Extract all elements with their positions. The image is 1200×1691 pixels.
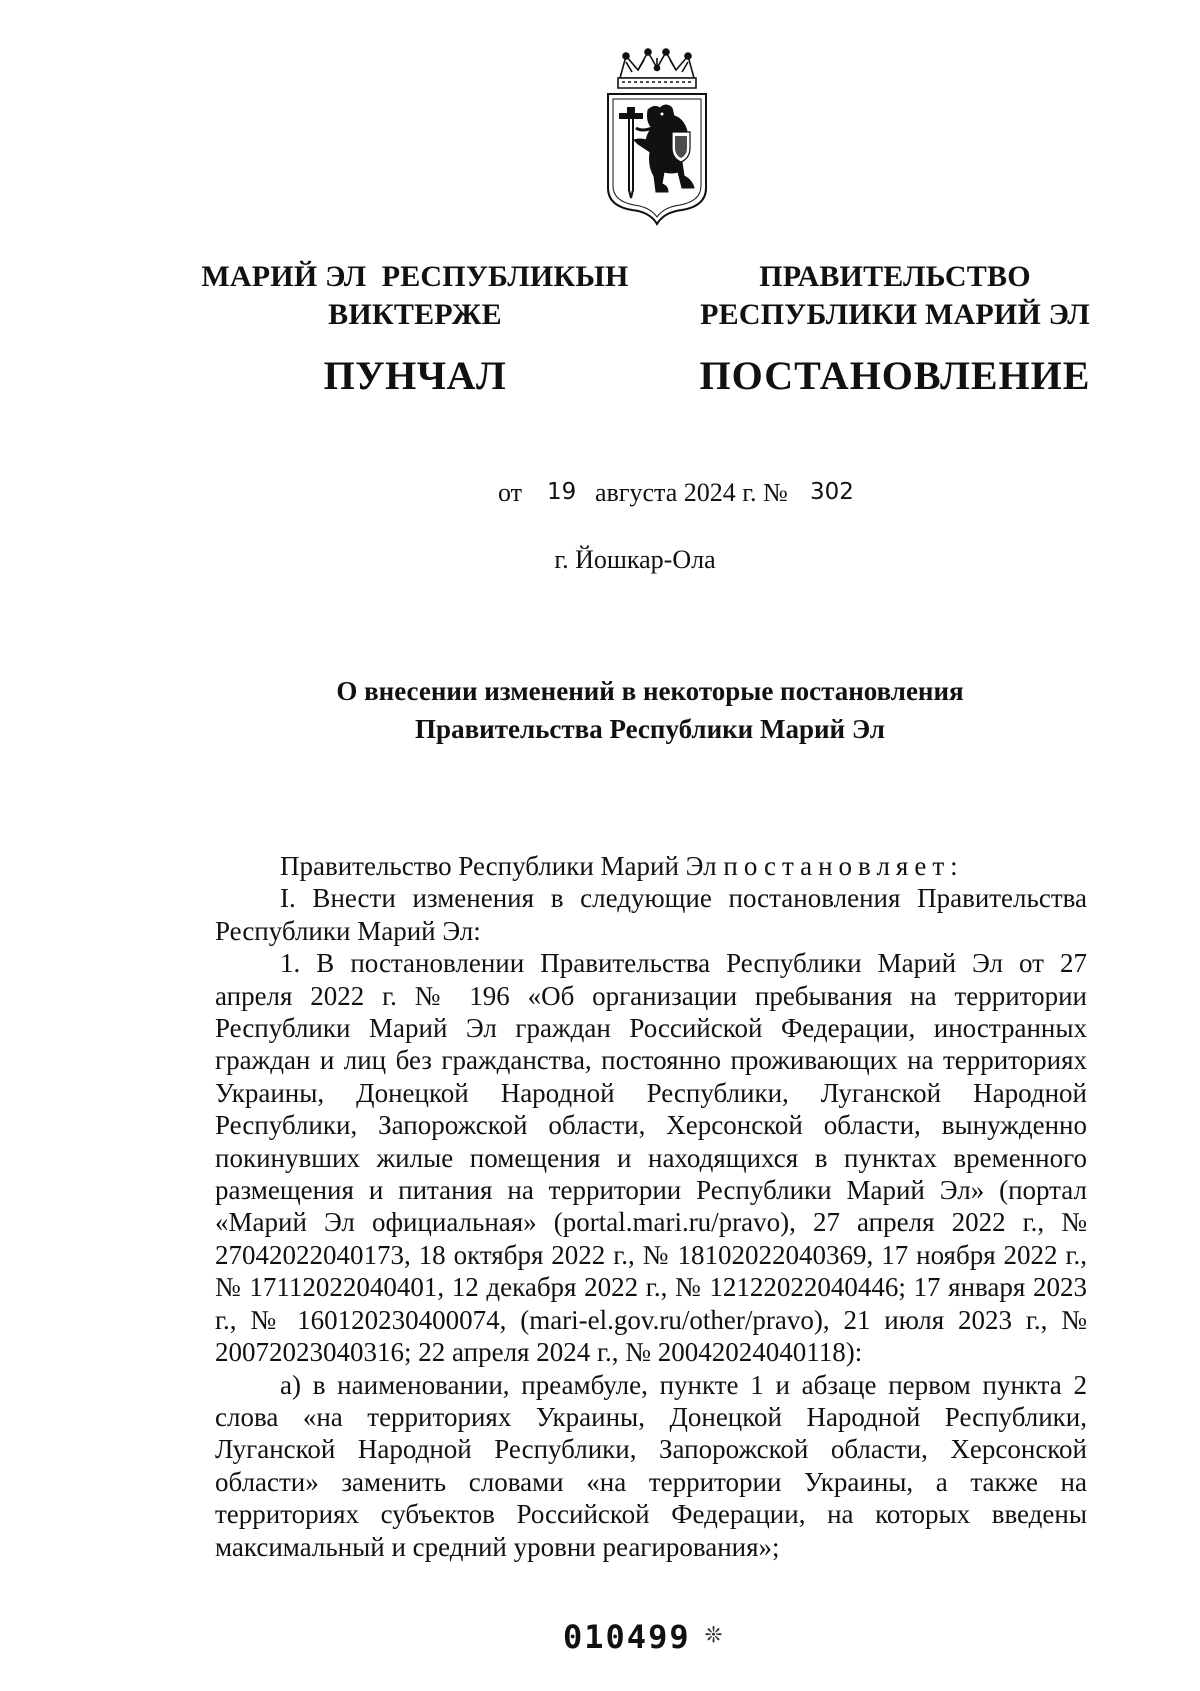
title-line-1: О внесении изменений в некоторые постановления	[336, 676, 964, 706]
date-prefix: от	[498, 478, 523, 507]
header-right-russian	[690, 258, 1100, 400]
doc-type-russian: ПОСТАНОВЛЕНИЕ	[699, 353, 1091, 398]
document-body	[215, 850, 1087, 1563]
date-day: 19	[547, 479, 577, 505]
date-month-year: августа 2024 г. №	[595, 478, 788, 507]
coat-of-arms-icon	[602, 48, 712, 226]
paragraph-subitem-a: а) в наименовании, преамбуле, пункте 1 и абзаце первом пункта 2 слова «на территориях Украины, Донецкой Народной Республики, Луганской Народной Республики, Запорожской области, Херсонской области» заменить словами «на территории Украины, а также на территориях субъектов Российской Федерации, на которых введены максимальный и средний уровни реагирования»;	[215, 1369, 1087, 1562]
doc-type-mari: ПУНЧАЛ	[323, 353, 507, 398]
paragraph-section-1: I. Внести изменения в следующие постановления Правительства Республики Марий Эл:	[215, 883, 1087, 946]
org-name-mari-line2: ВИКТЕРЖЕ	[328, 298, 502, 331]
sparkle-mark-icon: ❊	[705, 1616, 724, 1649]
intro-lead: Правительство Республики Марий Эл	[280, 851, 724, 881]
intro-paragraph	[215, 850, 1087, 882]
intro-resolves: постановляет:	[723, 851, 964, 881]
org-name-russian-line1: ПРАВИТЕЛЬСТВО	[759, 260, 1031, 293]
org-name-russian-line2: РЕСПУБЛИКИ МАРИЙ ЭЛ	[700, 298, 1090, 331]
org-name-mari-line1: МАРИЙ ЭЛ РЕСПУБЛИКЫН	[201, 260, 629, 293]
document-title	[200, 672, 1100, 748]
header-left-mari	[200, 258, 630, 400]
city-name: г. Йошкар-Ола	[554, 545, 716, 574]
paragraph-item-1: 1. В постановлении Правительства Республики Марий Эл от 27 апреля 2022 г. № 196 «Об организации пребывания на территории Республики Марий Эл граждан Российской Федерации, иностранных граждан и лиц без гражданства, постоянно проживающих на территориях Украины, Донецкой Народной Республики, Луганской Народной Республики, Запорожской области, Херсонской области, вынужденно покинувших жилые помещения и находящихся в пунктах временного размещения и питания на территории Республики Марий Эл» (портал «Марий Эл официальная» (portal.mari.ru/pravo), 27 апреля 2022 г., № 27042022040173, 18 октября 2022 г., № 18102022040369, 17 ноября 2022 г., № 17112022040401, 12 декабря 2022 г., № 12122022040446; 17 января 2023 г., № 160120230400074, (mari-el.gov.ru/other/pravo), 21 июля 2023 г., № 20072023040316; 22 апреля 2024 г., № 20042024040118):	[215, 948, 1087, 1368]
document-number: 302	[810, 479, 854, 505]
serial-number: 010499	[563, 1618, 691, 1656]
title-line-2: Правительства Республики Марий Эл	[415, 714, 885, 744]
